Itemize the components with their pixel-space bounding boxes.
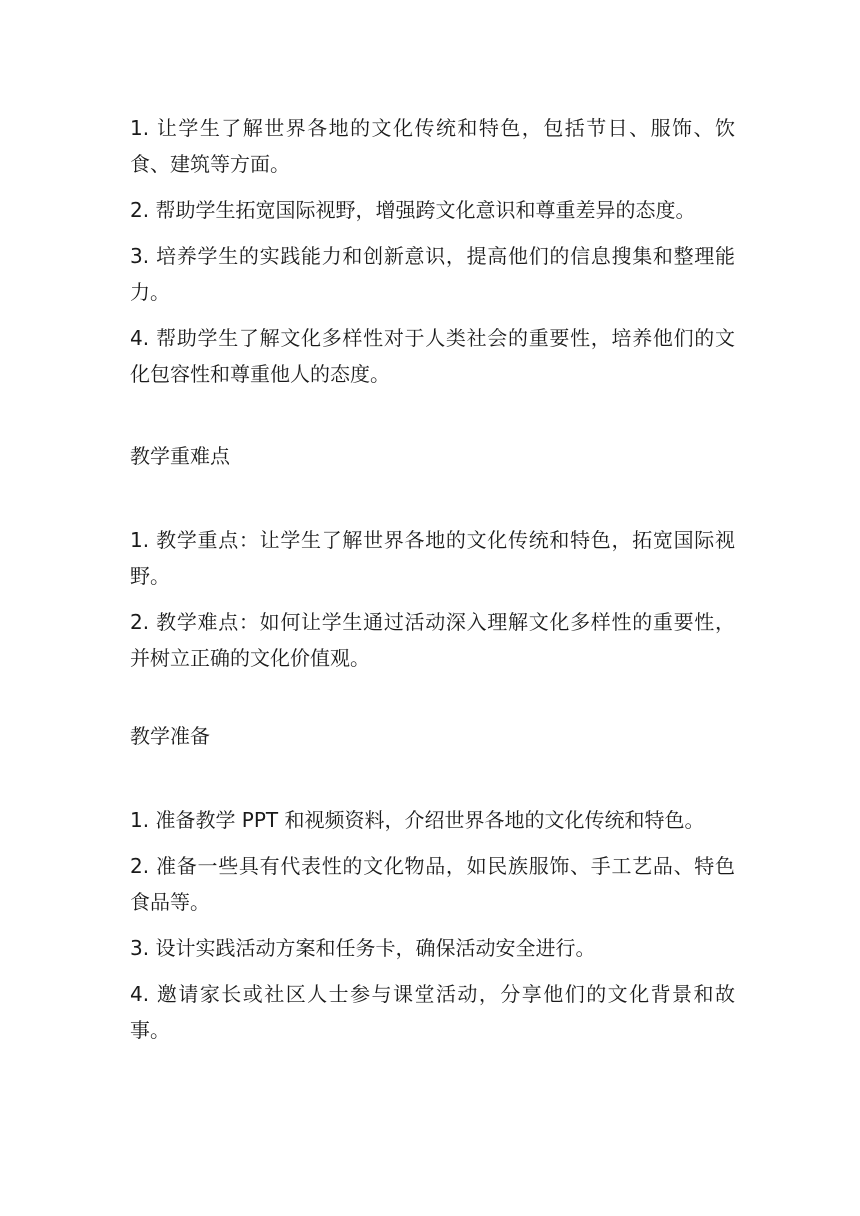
objective-item: 4. 帮助学生了解文化多样性对于人类社会的重要性，培养他们的文化包容性和尊重他人的态度。 bbox=[130, 326, 735, 386]
document-page bbox=[130, 110, 735, 1058]
key-points-list bbox=[130, 522, 735, 676]
objective-item: 1. 让学生了解世界各地的文化传统和特色，包括节日、服饰、饮食、建筑等方面。 bbox=[130, 116, 735, 176]
key-point-item: 2. 教学难点：如何让学生通过活动深入理解文化多样性的重要性，并树立正确的文化价值观。 bbox=[130, 610, 735, 670]
preparation-list bbox=[130, 802, 735, 1048]
preparation-item: 1. 准备教学 PPT 和视频资料，介绍世界各地的文化传统和特色。 bbox=[130, 808, 705, 832]
key-point-item: 1. 教学重点：让学生了解世界各地的文化传统和特色，拓宽国际视野。 bbox=[130, 528, 735, 588]
preparation-item: 4. 邀请家长或社区人士参与课堂活动，分享他们的文化背景和故事。 bbox=[130, 982, 735, 1042]
preparation-item: 3. 设计实践活动方案和任务卡，确保活动安全进行。 bbox=[130, 936, 596, 960]
objective-item: 3. 培养学生的实践能力和创新意识，提高他们的信息搜集和整理能力。 bbox=[130, 244, 735, 304]
objective-item: 2. 帮助学生拓宽国际视野，增强跨文化意识和尊重差异的态度。 bbox=[130, 198, 696, 222]
key-points-heading: 教学重难点 bbox=[130, 444, 230, 468]
preparation-item: 2. 准备一些具有代表性的文化物品，如民族服饰、手工艺品、特色食品等。 bbox=[130, 854, 735, 914]
preparation-heading: 教学准备 bbox=[130, 724, 210, 748]
objectives-list bbox=[130, 110, 735, 392]
